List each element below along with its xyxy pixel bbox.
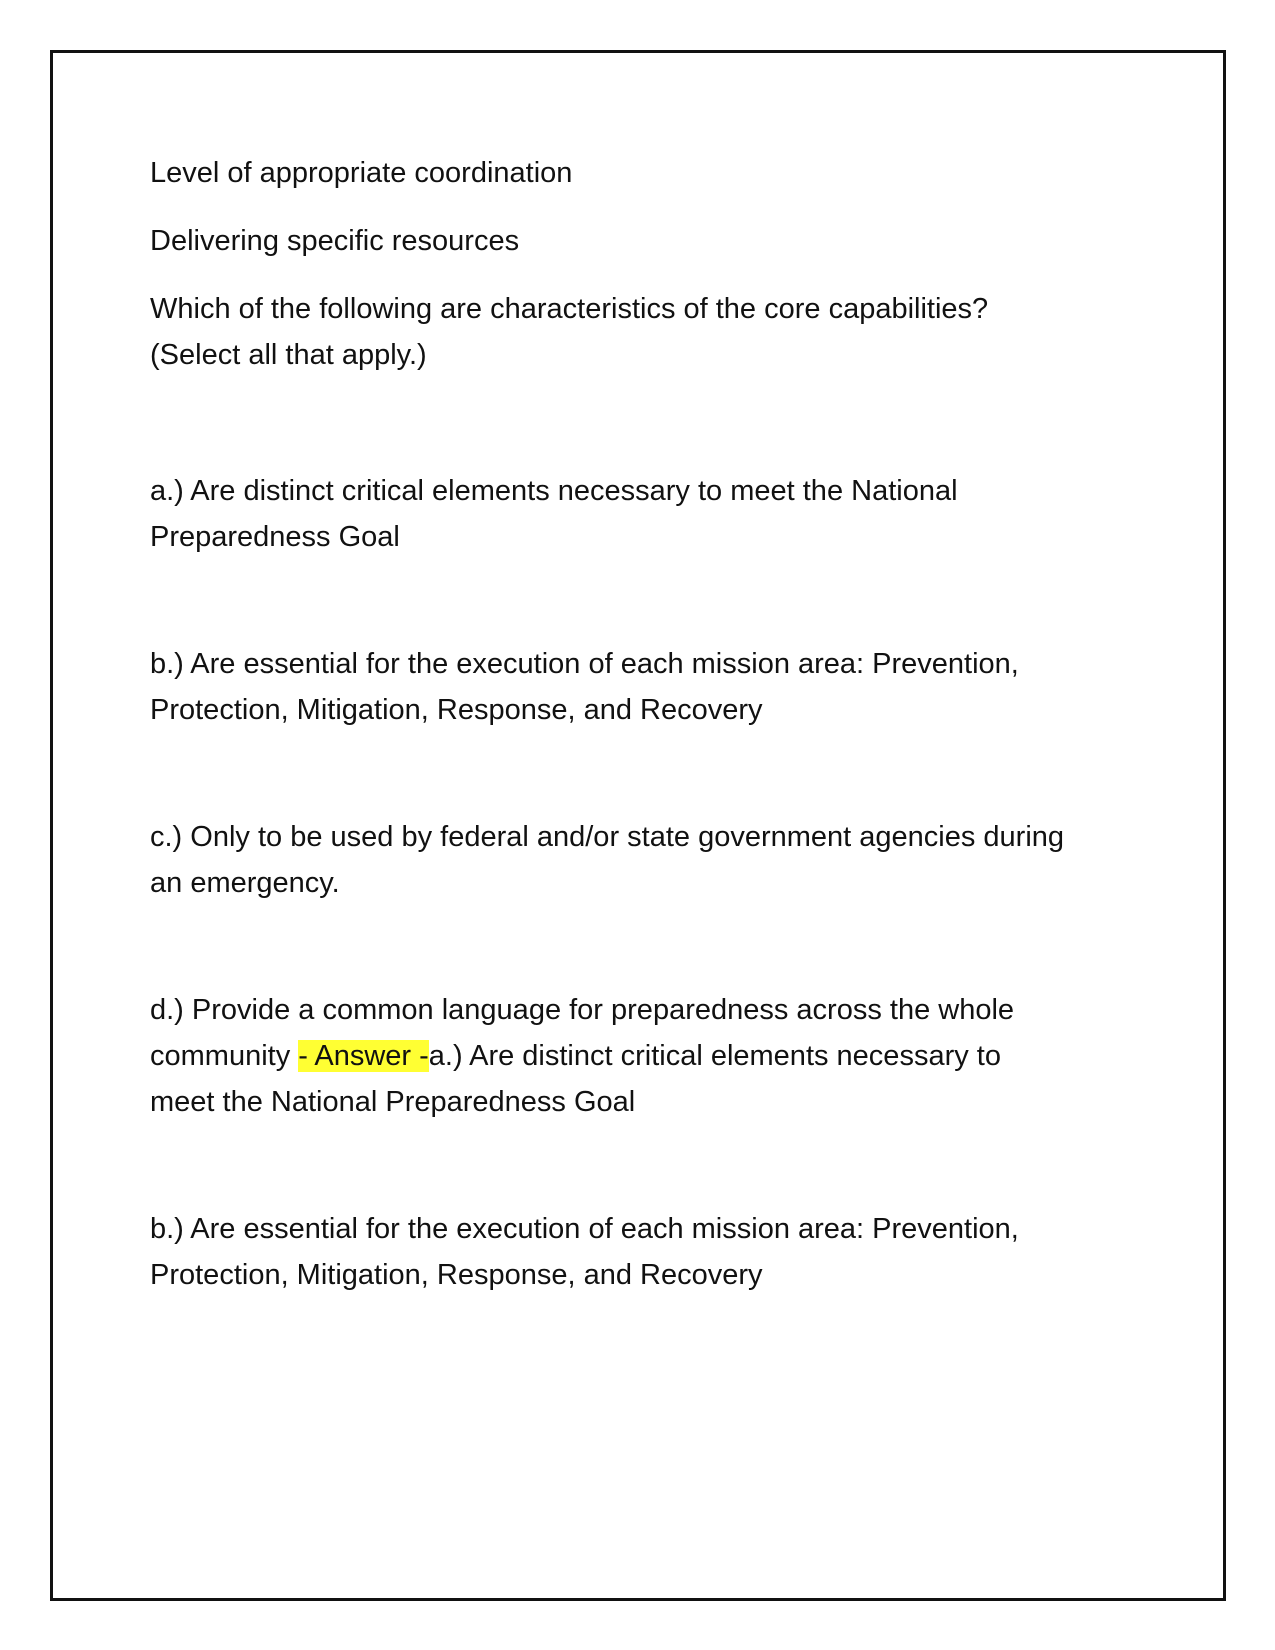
option-d-line2-prefix: community xyxy=(150,1040,299,1072)
option-a-line2: Preparedness Goal xyxy=(150,521,400,553)
option-d-line2 xyxy=(150,1033,1120,1079)
question-text: Which of the following are characteristics of the core capabilities? xyxy=(150,293,989,325)
text-line-resources: Delivering specific resources xyxy=(150,225,520,257)
option-b-line1: b.) Are essential for the execution of each mission area: Prevention, xyxy=(150,648,1019,680)
answer-marker: - Answer - xyxy=(298,1040,429,1072)
question-instruction: (Select all that apply.) xyxy=(150,339,427,371)
option-b-line2: Protection, Mitigation, Response, and Recovery xyxy=(150,694,763,726)
answer-b-line2: Protection, Mitigation, Response, and Recovery xyxy=(150,1259,763,1291)
answer-b-line1: b.) Are essential for the execution of each mission area: Prevention, xyxy=(150,1213,1019,1245)
answer-a-line2: meet the National Preparedness Goal xyxy=(150,1086,636,1118)
document-body xyxy=(150,150,1120,1298)
option-d-line1: d.) Provide a common language for preparedness across the whole xyxy=(150,994,1015,1026)
option-a-line1: a.) Are distinct critical elements necessary to meet the National xyxy=(150,475,958,507)
option-c-line1: c.) Only to be used by federal and/or state government agencies during xyxy=(150,821,1065,853)
text-line-coordination: Level of appropriate coordination xyxy=(150,157,573,189)
answer-a-start: a.) Are distinct critical elements necessary to xyxy=(428,1040,1001,1072)
option-c-line2: an emergency. xyxy=(150,867,340,899)
